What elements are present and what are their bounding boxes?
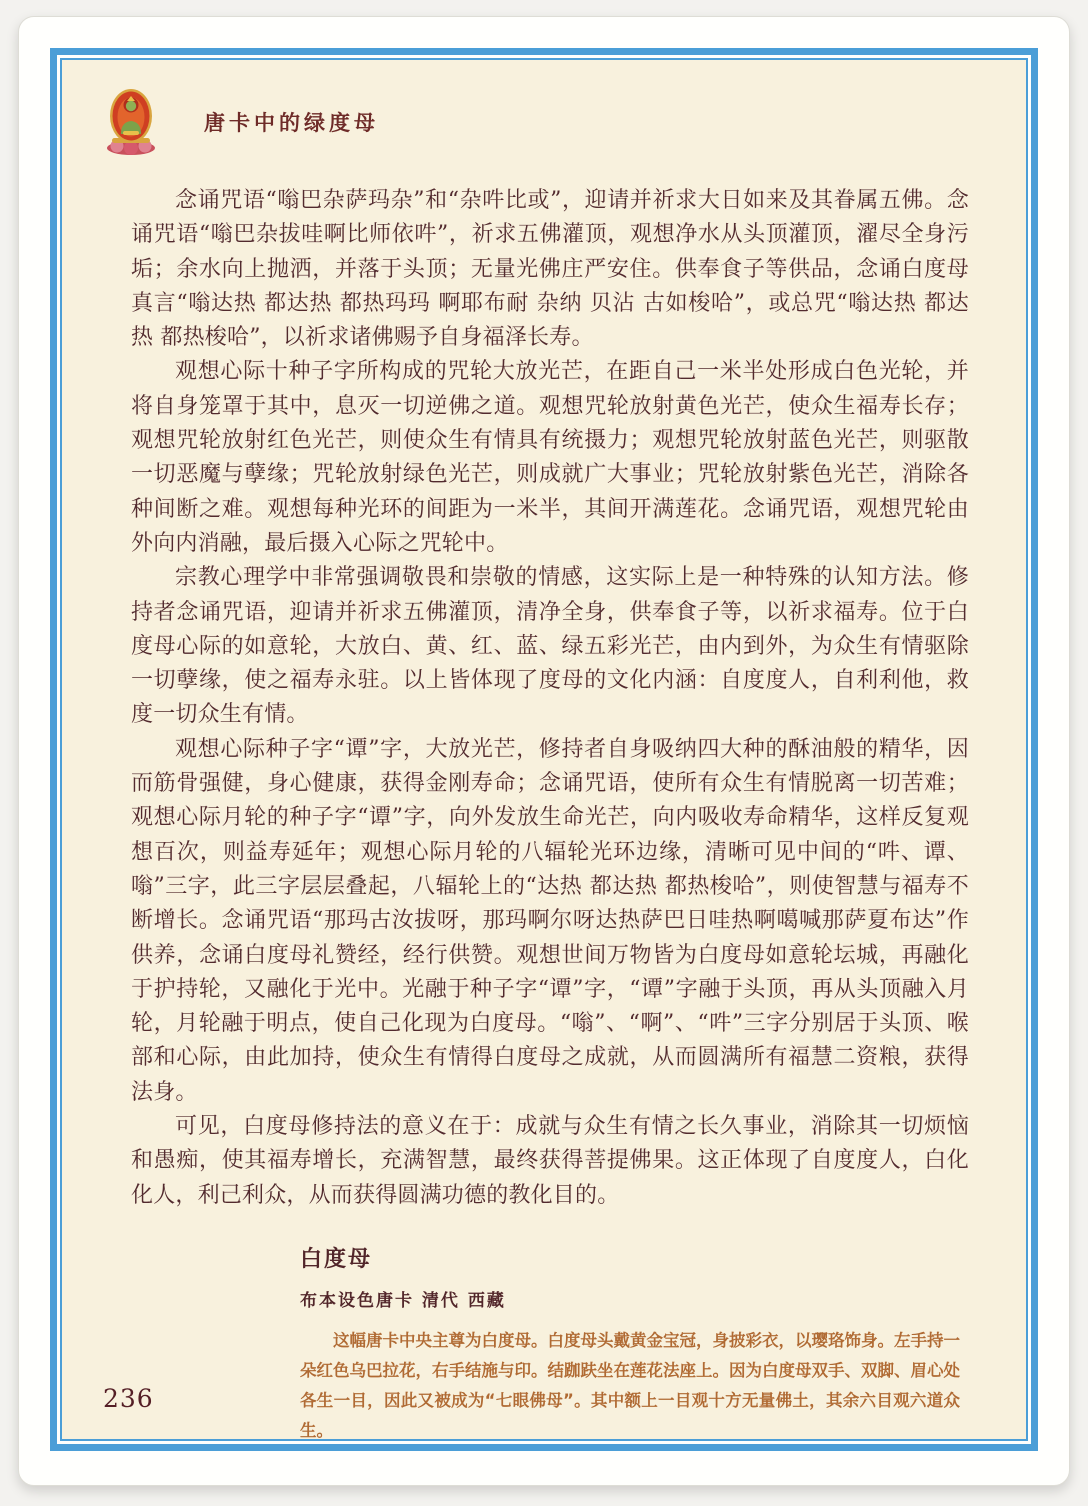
book-title: 唐卡中的绿度母 [204, 111, 379, 135]
caption-subtitle: 布本设色唐卡 清代 西藏 [300, 1291, 506, 1311]
body-paragraph: 观想心际种子字“谭”字，大放光芒，修持者自身吸纳四大种的酥油般的精华，因而筋骨强健，身心健康，获得金刚寿命；念诵咒语，使所有众生有情脱离一切苦难；观想心际月轮的种子字“谭”字，向外发放生命光芒，向内吸收寿命精华，这样反复观想百次，则益寿延年；观想心际月轮的八辐轮光环边缘，清晰可见中间的“吽、谭、嗡”三字，此三字层层叠起，八辐轮上的“达热 都达热 都热梭哈”，则使智慧与福寿不断增长。念诵咒语“那玛古汝拔呀，那玛啊尔呀达热萨巴日哇热啊噶喊那萨夏布达”作供养，念诵白度母礼赞经，经行供赞。观想世间万物皆为白度母如意轮坛城，再融化于护持轮，又融化于光中。光融于种子字“谭”字，“谭”字融于头顶，再从头顶融入月轮，月轮融于明点，使自己化现为白度母。“嗡”、“啊”、“吽”三字分别居于头顶、喉部和心际，由此加持，使众生有情得白度母之成就，从而圆满所有福慧二资粮，获得法身。 [131, 736, 969, 1105]
green-tara-emblem-icon [94, 88, 168, 156]
body-paragraph: 宗教心理学中非常强调敬畏和崇敬的情感，这实际上是一种特殊的认知方法。修持者念诵咒语，迎请并祈求五佛灌顶，清净全身，供奉食子等，以祈求福寿。位于白度母心际的如意轮，大放白、黄、红、蓝、绿五彩光芒，由内到外，为众生有情驱除一切孽缘，使之福寿永驻。以上皆体现了度母的文化内涵：自度度人，自利利他，救度一切众生有情。 [131, 565, 969, 728]
inner-blue-frame [60, 58, 1028, 1441]
book-page-card [18, 16, 1070, 1486]
body-paragraph: 观想心际十种子字所构成的咒轮大放光芒，在距自己一米半处形成白色光轮，并将自身笼罩于其中，息灭一切逆佛之道。观想咒轮放射黄色光芒，使众生福寿长存；观想咒轮放射红色光芒，则使众生有情具有统摄力；观想咒轮放射蓝色光芒，则驱散一切恶魔与孽缘；咒轮放射绿色光芒，则成就广大事业；咒轮放射紫色光芒，消除各种间断之难。观想每种光环的间距为一米半，其间开满莲花。念诵咒语，观想咒轮由外向内消融，最后摄入心际之咒轮中。 [131, 359, 969, 556]
outer-blue-frame [50, 48, 1038, 1451]
body-paragraph: 可见，白度母修持法的意义在于：成就与众生有情之长久事业，消除其一切烦恼和愚痴，使其福寿增长，充满智慧，最终获得菩提佛果。这正体现了自度度人，白化化人，利己利众，从而获得圆满功德的教化目的。 [131, 1114, 969, 1208]
caption-description: 这幅唐卡中央主尊为白度母。白度母头戴黄金宝冠，身披彩衣，以璎珞饰身。左手持一朵红色乌巴拉花，右手结施与印。结跏趺坐在莲花法座上。因为白度母双手、双脚、眉心处各生一目，因此又被成为“七眼佛母”。其中额上一目观十方无量佛土，其余六目观六道众生。 [300, 1331, 960, 1440]
caption-title: 白度母 [300, 1247, 373, 1272]
figure-caption [300, 1242, 960, 1441]
page-number: 236 [103, 1384, 154, 1413]
body-text-block [131, 184, 969, 1213]
body-paragraph: 念诵咒语“嗡巴杂萨玛杂”和“杂吽比或”，迎请并祈求大日如来及其眷属五佛。念诵咒语“嗡巴杂拔哇啊比师依吽”，祈求五佛灌顶，观想净水从头顶灌顶，濯尽全身污垢；余水向上抛洒，并落于头顶；无量光佛庄严安住。供奉食子等供品，念诵白度母真言“嗡达热 都达热 都热玛玛 啊耶布耐 杂纳 贝沾 古如梭哈”，或总咒“嗡达热 都达热 都热梭哈”，以祈求诸佛赐予自身福泽长寿。 [131, 188, 969, 351]
page-header [94, 88, 379, 156]
